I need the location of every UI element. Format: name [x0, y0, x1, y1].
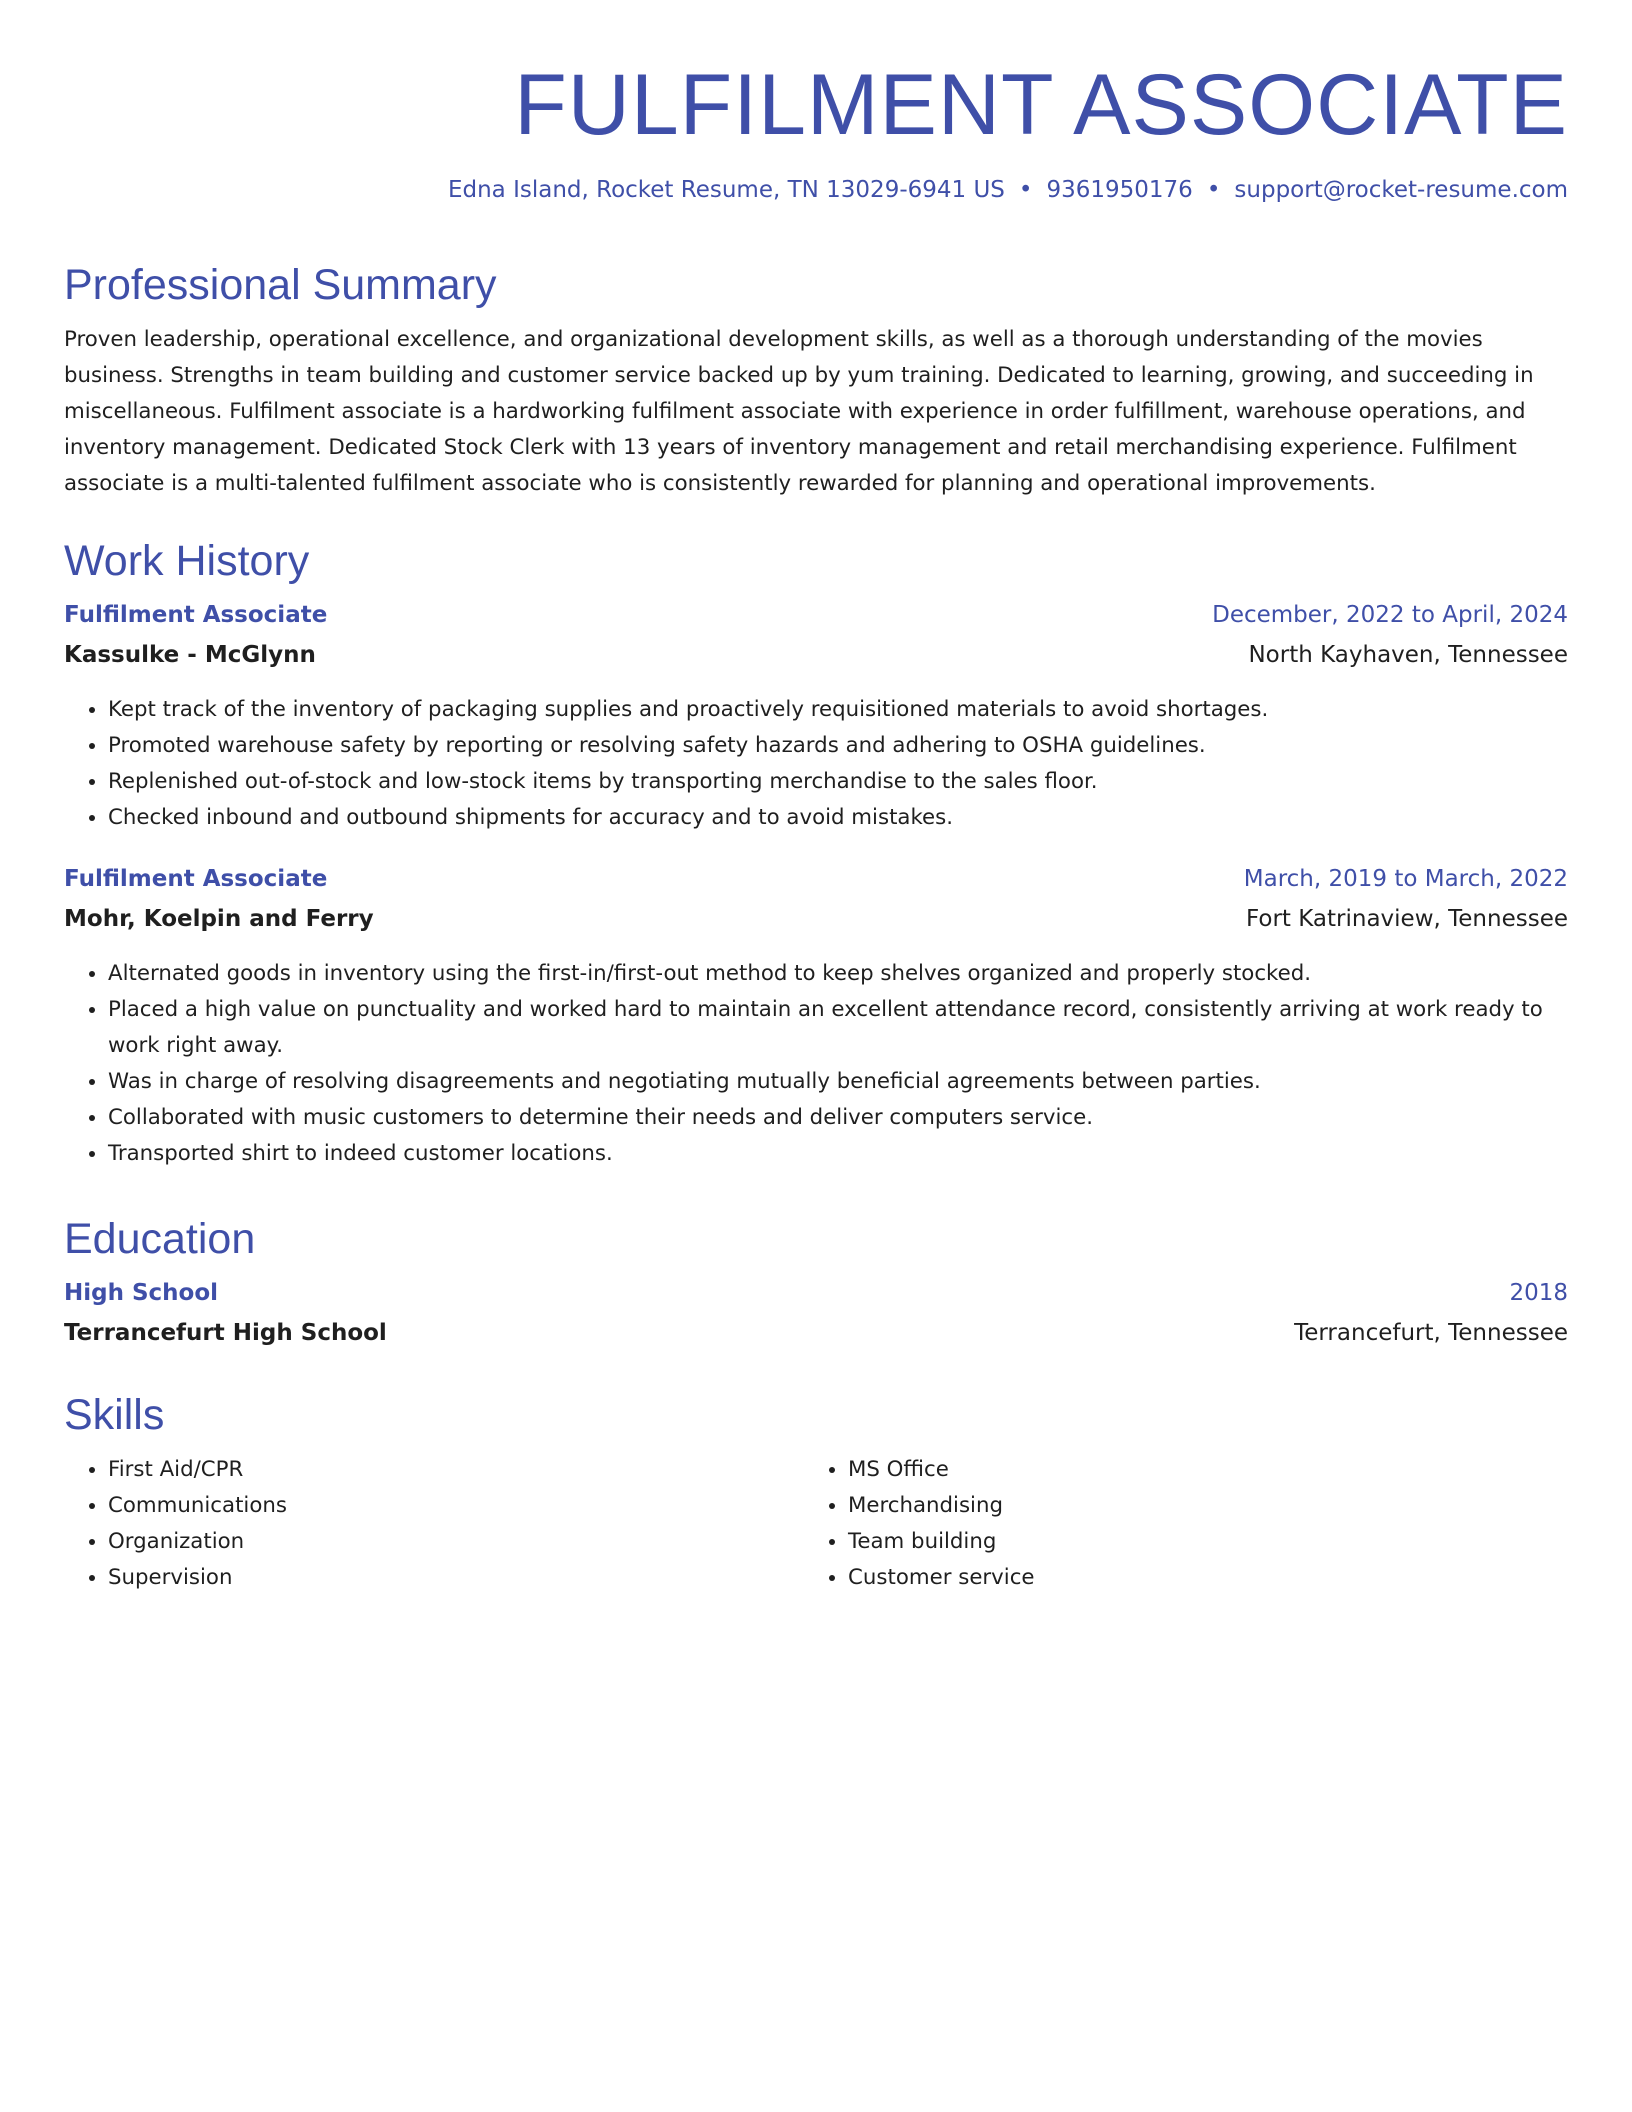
list-item: • Customer service — [848, 1560, 1544, 1596]
list-item: • Kept track of the inventory of packaging supplies and proactively requisitioned materials to avoid shortages. — [108, 692, 1568, 728]
job-entry — [64, 602, 1568, 836]
list-item: • MS Office — [848, 1452, 1544, 1488]
contact-phone: 9361950176 — [1046, 177, 1193, 203]
list-item: • Promoted warehouse safety by reporting or resolving safety hazards and adhering to OSHA guidelines. — [108, 728, 1568, 764]
summary-section — [64, 260, 1568, 502]
list-item: • Organization — [108, 1524, 804, 1560]
job-entry — [64, 866, 1568, 1172]
contact-line — [448, 175, 1568, 205]
list-item: • Communications — [108, 1488, 804, 1524]
education-year: 2018 — [1509, 1280, 1568, 1306]
list-item: • Was in charge of resolving disagreements and negotiating mutually beneficial agreements between parties. — [108, 1064, 1568, 1100]
skills-column-left — [64, 1452, 804, 1596]
education-location: Terrancefurt, Tennessee — [1294, 1320, 1568, 1346]
education-heading: Education — [64, 1215, 256, 1263]
work-history-section — [64, 536, 1568, 1172]
resume-title: FULFILMENT ASSOCIATE — [514, 57, 1568, 153]
job-dates: December, 2022 to April, 2024 — [1212, 602, 1568, 628]
list-item: • Team building — [848, 1524, 1544, 1560]
education-school: Terrancefurt High School — [64, 1320, 387, 1346]
education-section — [64, 1214, 1568, 1360]
job-bullets — [64, 956, 1568, 1172]
job-title: Fulfilment Associate — [64, 866, 328, 892]
list-item: • Supervision — [108, 1560, 804, 1596]
skills-list — [804, 1452, 1544, 1596]
list-item: • Merchandising — [848, 1488, 1544, 1524]
skills-list — [64, 1452, 804, 1596]
education-degree: High School — [64, 1280, 219, 1306]
job-location: Fort Katrinaview, Tennessee — [1245, 906, 1568, 932]
summary-heading: Professional Summary — [64, 261, 497, 309]
list-item: • Replenished out-of-stock and low-stock items by transporting merchandise to the sales floor. — [108, 764, 1568, 800]
list-item: • Placed a high value on punctuality and worked hard to maintain an excellent attendance record, consistently arriving at work ready to work right away. — [108, 992, 1568, 1064]
skills-column-right — [804, 1452, 1544, 1596]
contact-address: Edna Island, Rocket Resume, TN 13029-6941 US — [447, 177, 1005, 203]
job-company: Kassulke - McGlynn — [64, 642, 316, 668]
education-entry — [64, 1280, 1568, 1360]
skills-section — [64, 1390, 1568, 1596]
skills-heading: Skills — [64, 1391, 165, 1439]
job-dates: March, 2019 to March, 2022 — [1243, 866, 1568, 892]
list-item: • Checked inbound and outbound shipments for accuracy and to avoid mistakes. — [108, 800, 1568, 836]
job-title: Fulfilment Associate — [64, 602, 328, 628]
contact-email: support@rocket-resume.com — [1234, 177, 1568, 203]
job-location: North Kayhaven, Tennessee — [1248, 642, 1568, 668]
summary-text: Proven leadership, operational excellence, and organizational development skills, as well as a thorough understanding of the movies business. Strengths in team building and customer service backed up by yum training. Dedicated to learning, growing, and succeeding in miscellaneous. Fulfilment associate is a hardworking fulfilment associate with experience in order fulfillment, warehouse operations, and inventory management. Dedicated Stock Clerk with 13 years of inventory management and retail merchandising experience. Fulfilment associate is a multi-talented fulfilment associate who is consistently rewarded for planning and operational improvements. — [64, 327, 1534, 496]
contact-separator: • — [1206, 177, 1221, 203]
list-item: • Alternated goods in inventory using the first-in/first-out method to keep shelves organized and properly stocked. — [108, 956, 1568, 992]
list-item: • Collaborated with music customers to determine their needs and deliver computers service. — [108, 1100, 1568, 1136]
work-history-heading: Work History — [64, 537, 310, 585]
job-bullets — [64, 692, 1568, 836]
contact-separator: • — [1018, 177, 1033, 203]
list-item: • First Aid/CPR — [108, 1452, 804, 1488]
skills-columns — [64, 1452, 1568, 1596]
job-company: Mohr, Koelpin and Ferry — [64, 906, 374, 932]
list-item: • Transported shirt to indeed customer locations. — [108, 1136, 1568, 1172]
